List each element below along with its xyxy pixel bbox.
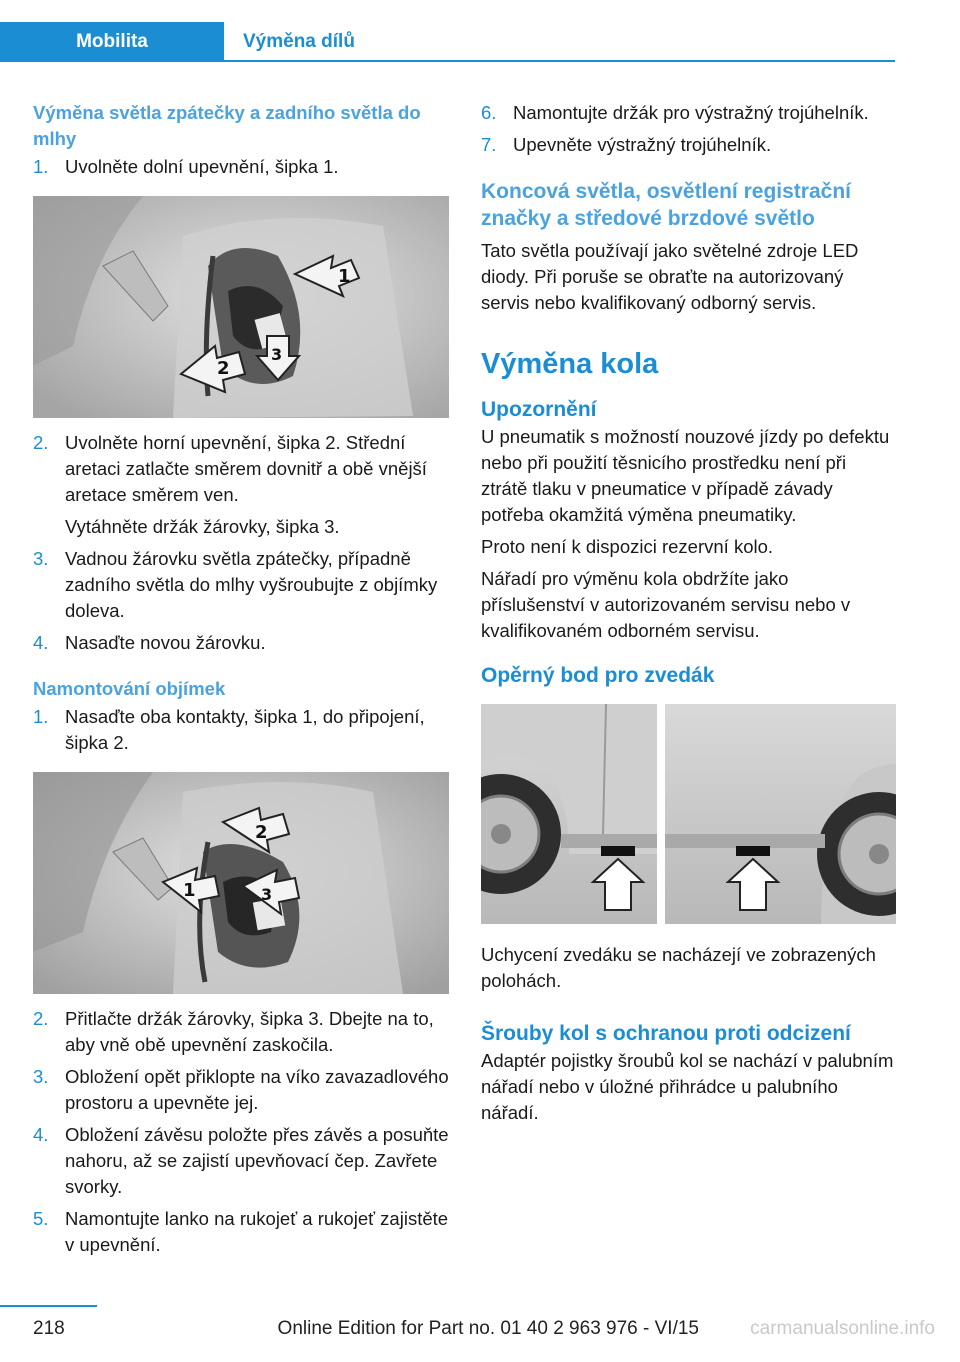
step-item <box>481 132 896 158</box>
step-text: Uvolněte horní upevnění, šipka 2. Střední aretaci zatlačte směrem dovnitř a obě vnější aretace směrem ven. <box>65 432 427 505</box>
header-tab-mobility: Mobilita <box>0 22 224 62</box>
step-number: 4. <box>33 632 49 653</box>
section-title-reverse-light: Výměna světla zpátečky a zadního světla do mlhy <box>33 102 421 149</box>
figure-socket-mounting <box>33 772 449 994</box>
page-number: 218 <box>33 1318 65 1339</box>
step-item <box>33 154 449 180</box>
step-text: Přitlačte držák žárovky, šipka 3. Dbejte na to, aby vně obě upevnění zaskočila. <box>65 1008 434 1055</box>
step-text: Namontujte lanko na rukojeť a rukojeť zajistěte v upevnění. <box>65 1208 449 1255</box>
step-text: Nasaďte novou žárovku. <box>65 632 266 653</box>
step-item <box>33 1006 449 1058</box>
step-text: Upevněte výstražný trojúhelník. <box>513 134 772 155</box>
step-item <box>33 1122 449 1200</box>
step-number: 2. <box>33 1008 49 1029</box>
step-subtext <box>33 514 449 540</box>
header-tab-parts-replacement: Výměna dílů <box>243 31 355 52</box>
step-number: 1. <box>33 156 49 177</box>
paragraph-note: U pneumatik s možností nouzové jízdy po defektu nebo při použití těsnicího prostředku není při ztrátě tlaku v pneumatice v případě závady potřeba okamžitá výměna pneumatiky. <box>481 426 890 525</box>
paragraph-locking-bolts: Adaptér pojistky šroubů kol se nachází v palubním nářadí nebo v úložné přihrádce u palubního nářadí. <box>481 1050 894 1123</box>
step-text: Obložení závěsu položte přes závěs a posuňte nahoru, až se zajistí upevňovací čep. Zavřete svorky. <box>65 1124 449 1197</box>
section-title-rear-lights: Koncová světla, osvětlení registrační značky a středové brzdové světlo <box>481 180 851 230</box>
paragraph-tools: Nářadí pro výměnu kola obdržíte jako příslušenství v autorizovaném servisu nebo v kvalifikovaném odborném servisu. <box>481 568 851 641</box>
svg-text:3: 3 <box>271 345 283 364</box>
edition-info: Online Edition for Part no. 01 40 2 963 976 - VI/15 <box>277 1318 699 1339</box>
step-number: 1. <box>33 706 49 727</box>
step-item <box>33 430 449 508</box>
step-item <box>481 100 896 126</box>
paragraph-no-spare: Proto není k dispozici rezervní kolo. <box>481 536 774 557</box>
step-item <box>33 1206 449 1258</box>
step-number: 3. <box>33 548 49 569</box>
paragraph-rear-lights: Tato světla používají jako světelné zdroje LED diody. Při poruše se obraťte na autorizovaný servis nebo kvalifikovaný odborný servis. <box>481 240 859 313</box>
step-number: 2. <box>33 432 49 453</box>
figure-jack-points <box>481 704 896 924</box>
subsection-title-locking-bolts: Šrouby kol s ochranou proti odcizení <box>481 1022 851 1045</box>
step-item <box>33 1064 449 1116</box>
paragraph-jack: Uchycení zvedáku se nacházejí ve zobrazených polohách. <box>481 944 876 991</box>
subsection-title-jack-point: Opěrný bod pro zvedák <box>481 664 715 687</box>
step-item <box>33 546 449 624</box>
step-number: 4. <box>33 1124 49 1145</box>
footer-rule <box>0 1305 97 1307</box>
step-text: Uvolněte dolní upevnění, šipka 1. <box>65 156 339 177</box>
page-header <box>0 0 895 62</box>
step-number: 5. <box>33 1208 49 1229</box>
left-column <box>33 100 449 1258</box>
svg-text:3: 3 <box>261 885 273 904</box>
step-text: Obložení opět přiklopte na víko zavazadlového prostoru a upevněte jej. <box>65 1066 449 1113</box>
step-text: Nasaďte oba kontakty, šipka 1, do připojení, šipka 2. <box>65 706 425 753</box>
svg-text:1: 1 <box>183 880 196 901</box>
step-text: Vadnou žárovku světla zpátečky, případně zadního světla do mlhy vyšroubujte z objímky doleva. <box>65 548 438 621</box>
header-rule <box>0 60 895 62</box>
step-number: 6. <box>481 102 497 123</box>
step-item <box>33 630 449 656</box>
svg-text:2: 2 <box>255 822 268 843</box>
right-column <box>481 100 896 1126</box>
section-title-wheel-change: Výměna kola <box>481 348 659 380</box>
svg-text:2: 2 <box>217 358 230 379</box>
step-text: Vytáhněte držák žárovky, šipka 3. <box>65 516 340 537</box>
step-number: 3. <box>33 1066 49 1087</box>
section-title-socket-mounting: Namontování objímek <box>33 678 226 699</box>
step-text: Namontujte držák pro výstražný trojúhelník. <box>513 102 869 123</box>
step-item <box>33 704 449 756</box>
figure-bulb-holder-removal <box>33 196 449 418</box>
step-number: 7. <box>481 134 497 155</box>
watermark: carmanualsonline.info <box>750 1318 935 1339</box>
svg-text:1: 1 <box>338 266 351 287</box>
subsection-title-note: Upozornění <box>481 398 597 421</box>
